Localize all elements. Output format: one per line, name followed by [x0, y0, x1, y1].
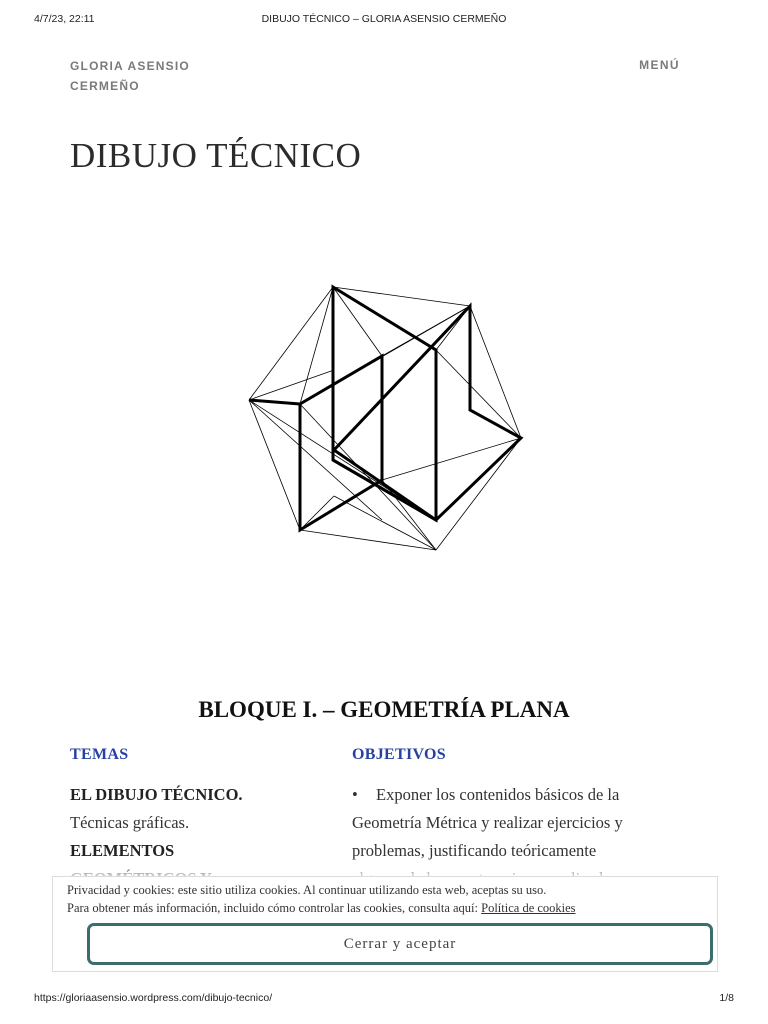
site-title-line-1[interactable]: GLORIA ASENSIO — [70, 59, 190, 73]
print-page-count: 1/8 — [719, 992, 734, 1004]
temas-line: ELEMENTOS — [70, 841, 175, 860]
site-title[interactable] — [70, 56, 230, 96]
cookie-notice-text: Privacidad y cookies: este sitio utiliza cookies. Al continuar utilizando esta web, aceptas su uso. — [67, 883, 547, 897]
menu-button[interactable]: MENÚ — [639, 58, 680, 72]
print-title: DIBUJO TÉCNICO – GLORIA ASENSIO CERMEÑO — [261, 13, 507, 25]
print-url: https://gloriaasensio.wordpress.com/dibujo-tecnico/ — [34, 992, 273, 1004]
temas-heading: TEMAS — [70, 746, 129, 763]
print-footer — [0, 992, 768, 1012]
section-heading: BLOQUE I. – GEOMETRÍA PLANA — [198, 697, 570, 722]
bullet-icon: • — [352, 785, 358, 804]
objetivos-heading: OBJETIVOS — [352, 746, 446, 763]
cookie-info-text: Para obtener más información, incluido cómo controlar las cookies, consulta aquí: — [67, 901, 478, 915]
objetivos-line: Geometría Métrica y realizar ejercicios y — [352, 813, 623, 832]
temas-line: Técnicas gráficas. — [70, 813, 190, 832]
print-header — [0, 13, 768, 33]
page-title: DIBUJO TÉCNICO — [70, 136, 362, 175]
cookie-policy-link[interactable]: Política de cookies — [481, 901, 576, 915]
cookie-banner — [52, 876, 718, 972]
objetivos-line: problemas, justificando teóricamente — [352, 841, 597, 860]
close-and-accept-button[interactable]: Cerrar y aceptar — [87, 923, 713, 965]
temas-line: EL DIBUJO TÉCNICO. — [70, 785, 243, 804]
site-title-line-2[interactable]: CERMEÑO — [70, 79, 140, 93]
interlocking-triangles-icon — [244, 282, 526, 554]
cookie-info-line — [67, 901, 576, 916]
objetivos-line: Exponer los contenidos básicos de la — [376, 785, 620, 804]
print-timestamp: 4/7/23, 22:11 — [34, 13, 95, 25]
